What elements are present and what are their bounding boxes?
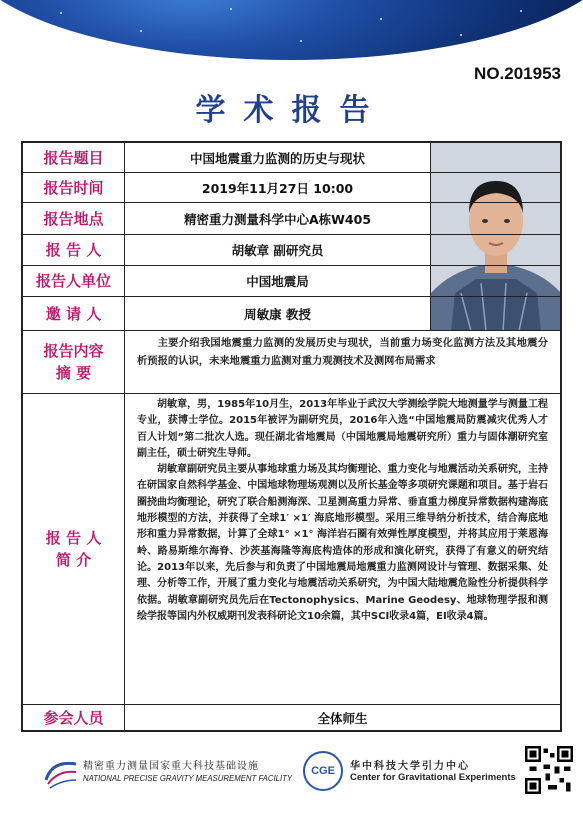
- row-place: [23, 203, 560, 235]
- time-label: 报告时间: [23, 173, 125, 202]
- row-topic: [23, 143, 560, 173]
- bio-label: 报 告 人 简 介: [23, 394, 125, 704]
- unit-value: 中国地震局: [246, 274, 309, 289]
- row-speaker: [23, 235, 560, 266]
- attendee-label: 参会人员: [23, 705, 125, 730]
- speaker-value: 胡敏章 副研究员: [231, 243, 324, 258]
- page-title: 学术报告: [195, 93, 388, 128]
- row-abstract: [23, 331, 560, 394]
- inviter-value: 周敏康 教授: [244, 306, 311, 322]
- row-unit: [23, 266, 560, 297]
- center-name-en: Center for Gravitational Experiments: [350, 772, 516, 783]
- topic-value: 中国地震重力监测的历史与现状: [189, 150, 365, 166]
- report-number: NO.201953: [474, 64, 561, 83]
- inviter-label: 邀 请 人: [23, 297, 125, 330]
- row-bio: [23, 394, 560, 705]
- info-table: [21, 141, 562, 732]
- cge-logo-icon: CGE: [303, 751, 343, 791]
- center-name-cn: 华中科技大学引力中心: [350, 761, 470, 772]
- place-value: 精密重力测量科学中心A栋W405: [183, 211, 372, 227]
- row-time: [23, 173, 560, 203]
- facility-logo-icon: [42, 754, 80, 792]
- attendee-value: 全体师生: [317, 710, 368, 726]
- header-banner: [0, 0, 583, 64]
- time-value: 2019年11月27日 10:00: [201, 180, 354, 196]
- abstract-label: 报告内容 摘 要: [23, 331, 125, 393]
- row-attendee: [23, 705, 560, 730]
- abstract-text: 主要介绍我国地震重力监测的发展历史与现状，当前重力场变化监测方法及其地震分析预报的认识，未来地震重力监测对重力观测技术及测网布局需求: [137, 337, 548, 367]
- facility-name-cn: 精密重力测量国家重大科技基础设施: [83, 761, 259, 772]
- topic-label: 报告题目: [23, 143, 125, 172]
- row-inviter: [23, 297, 560, 331]
- footer: [0, 736, 583, 823]
- galaxy-background: [0, 0, 583, 60]
- place-label: 报告地点: [23, 203, 125, 234]
- facility-name-en: NATIONAL PRECISE GRAVITY MEASUREMENT FACILITY: [83, 774, 293, 783]
- unit-label: 报告人单位: [23, 266, 125, 296]
- speaker-label: 报 告 人: [23, 235, 125, 265]
- qr-code-icon: [525, 746, 573, 794]
- bio-text: 胡敏章，男，1985年10月生，2013年毕业于武汉大学测绘学院大地测量学与测量工程专业，获博士学位。2015年被评为副研究员，2016年入选“中国地震局防震减灾优秀人才百人计划”第二批次人选。现任湖北省地震局（中国地震局地震研究所）重力与固体潮研究室副主任，硕士研究生导师。 胡敏章副研究员主要从事地球重力场及其均衡理论、重力变化与地震活动关系研究，主持在研国家自然科学基金、中国地球物理场观测以及所长基金等多项研究课题和项目。基于岩石圈挠曲均衡理论，研究了联合船测海深、卫星测高重力异常、垂直重力梯度异常数据构建海底地形模型的方法，并获得了全球1′ ×1′ 海底地形模型。采用三维导纳分析技术，结合海底地形和重力异常数据，计算了全球1° ×1° 海洋岩石圈有效弹性厚度模型，并将其应用于莱恩海岭、路易斯维尔海脊、沙茨基海隆等海底构造体的形成和演化研究，获得了有意义的研究结论。2013年以来，先后参与和负责了中国地震局地震重力监测网设计与管理、数据采集、处理、分析等工作，开展了重力变化与地震活动关系研究，为中国大陆地震危险性分析提供科学依据。胡敏章副研究员先后在Tectonophysics、Marine Geodesy、地球物理学报和测绘学报等国内外权威期刊发表科研论文10余篇，其中SCI收录4篇，EI收录4篇。: [137, 399, 548, 622]
